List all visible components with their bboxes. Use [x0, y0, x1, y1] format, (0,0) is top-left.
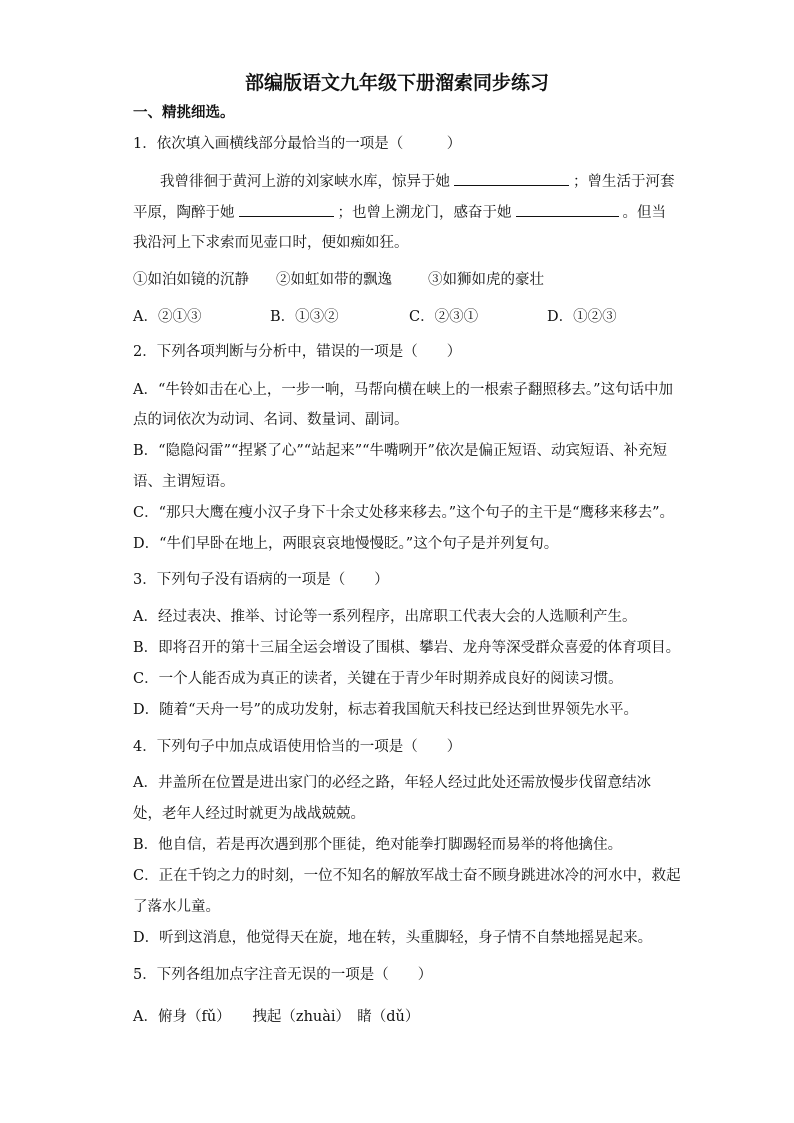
question-4-option-c-line-2: 了落水儿童。 [133, 899, 220, 915]
question-2-option-c[interactable]: C．“那只大鹰在瘦小汉子身下十余丈处移来移去。”这个句子的主干是“鹰移来移去”。 [133, 505, 674, 521]
question-4-option-d[interactable]: D．听到这消息，他觉得天在旋，地在转，头重脚轻，身子情不自禁地摇晃起来。 [133, 930, 653, 946]
question-3-option-c[interactable]: C．一个人能否成为真正的读者，关键在于青少年时期养成良好的阅读习惯。 [133, 671, 623, 687]
question-1-passage-line-3: 我沿河上下求索而见壶口时，便如痴如狂。 [133, 235, 409, 251]
question-1-stem: 1．依次填入画横线部分最恰当的一项是（ ） [133, 136, 462, 152]
question-4-option-b[interactable]: B．他自信，若是再次遇到那个匪徒，绝对能拳打脚踢轻而易举的将他擒住。 [133, 837, 623, 853]
question-2-option-b-line-1[interactable]: B．“隐隐闷雷”“捏紧了心”“站起来”“牛嘴咧开”依次是偏正短语、动宾短语、补充短 [133, 443, 667, 459]
question-1-item-3: ③如狮如虎的豪壮 [428, 272, 544, 288]
question-1-passage-line-1: 我曾徘徊于黄河上游的刘家峡水库，惊异于她 ；曾生活于河套 [160, 171, 675, 192]
answer-blank-2[interactable] [239, 202, 334, 217]
question-4-option-a-line-2: 处，老年人经过时就更为战战兢兢。 [133, 806, 365, 822]
question-2-stem: 2．下列各项判断与分析中，错误的一项是（ ） [133, 344, 462, 360]
question-2-option-a-line-1[interactable]: A．“牛铃如击在心上，一步一响，马帮向横在峡上的一根索子翻照移去。”这句话中加 [133, 382, 674, 398]
question-3-option-b[interactable]: B．即将召开的第十三届全运会增设了围棋、攀岩、龙舟等深受群众喜爱的体育项目。 [133, 640, 681, 656]
question-2-option-b-line-2: 语、主谓短语。 [133, 474, 235, 490]
question-3-stem: 3．下列句子没有语病的一项是（ ） [133, 572, 389, 588]
question-3-option-a[interactable]: A．经过表决、推举、讨论等一系列程序，出席职工代表大会的人选顺利产生。 [133, 609, 637, 625]
question-5-option-a[interactable]: A．俯身（fǔ） 拽起（zhuài） 睹（dǔ） [133, 1009, 420, 1025]
question-1-item-2: ②如虹如带的飘逸 [276, 272, 392, 288]
question-1-choice-c[interactable]: C．②③① [409, 309, 479, 325]
question-2-option-d[interactable]: D．“牛们早卧在地上，两眼哀哀地慢慢眨。”这个句子是并列复句。 [133, 536, 559, 552]
question-5-stem: 5．下列各组加点字注音无误的一项是（ ） [133, 967, 433, 983]
question-4-stem: 4．下列句子中加点成语使用恰当的一项是（ ） [133, 739, 462, 755]
question-2-option-a-line-2: 点的词依次为动词、名词、数量词、副词。 [133, 412, 409, 428]
answer-blank-3[interactable] [516, 202, 619, 217]
question-1-item-1: ①如泊如镜的沉静 [133, 272, 249, 288]
question-1-choice-b[interactable]: B．①③② [270, 309, 339, 325]
question-3-option-d[interactable]: D．随着“天舟一号”的成功发射，标志着我国航天科技已经达到世界领先水平。 [133, 702, 638, 718]
question-4-option-c-line-1[interactable]: C．正在千钧之力的时刻，一位不知名的解放军战士奋不顾身跳进冰冷的河水中，救起 [133, 868, 681, 884]
question-1-passage-line-2: 平原，陶醉于她 ；也曾上溯龙门，感奋于她 。但当 [133, 202, 666, 223]
page-title: 部编版语文九年级下册溜索同步练习 [244, 72, 549, 94]
question-1-choice-a[interactable]: A．②①③ [133, 309, 202, 325]
question-1-choice-d[interactable]: D．①②③ [547, 309, 617, 325]
answer-blank-1[interactable] [454, 171, 569, 186]
section-heading: 一、精挑细选。 [133, 105, 235, 121]
question-4-option-a-line-1[interactable]: A．井盖所在位置是进出家门的必经之路，年轻人经过此处还需放慢步伐留意结冰 [133, 775, 651, 791]
